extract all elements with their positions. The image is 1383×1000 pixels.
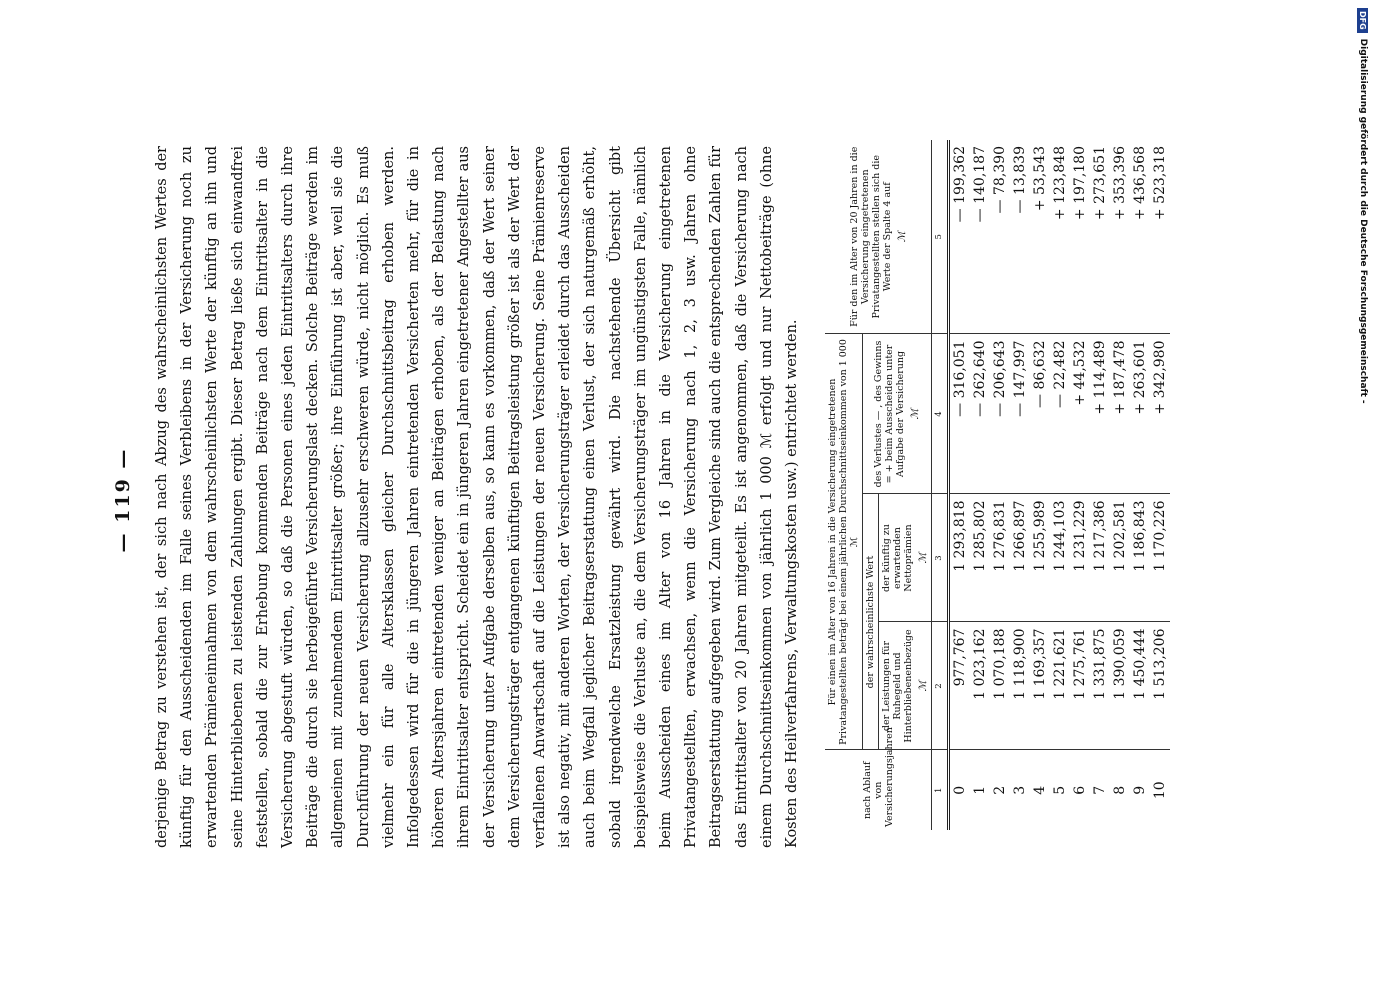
table-cell: 1 070,188 xyxy=(990,622,1010,750)
table-cell: — 140,187 xyxy=(970,140,990,334)
col-number: 4 xyxy=(932,334,949,494)
table-row xyxy=(1070,140,1090,830)
table-cell: 1 118,900 xyxy=(1010,622,1030,750)
table-row xyxy=(1050,140,1070,830)
col-header-premiums: der künftig zu erwartenden Nettoprämien ℳ xyxy=(879,494,932,622)
table-cell: 1 513,206 xyxy=(1150,622,1170,750)
table-cell: 1 390,059 xyxy=(1110,622,1130,750)
table-cell: — 316,051 xyxy=(949,334,971,494)
table-cell: 1 331,875 xyxy=(1090,622,1110,750)
col-header-years: nach Ablauf von Versicherungsjahren xyxy=(825,750,932,830)
table-cell: 1 275,761 xyxy=(1070,622,1090,750)
table-row xyxy=(1110,140,1130,830)
table-row xyxy=(990,140,1010,830)
table-row xyxy=(1030,140,1050,830)
digitization-credit: Digitalisierung gefördert durch die Deutsche Forschungsgemeinschaft - xyxy=(1358,38,1368,404)
table-cell: — 199,362 xyxy=(949,140,971,334)
col-header-benefits: der Leistungen für Ruhegeld und Hinterbliebenenbezüge ℳ xyxy=(879,622,932,750)
table-cell: — 262,640 xyxy=(970,334,990,494)
table-cell: 1 186,843 xyxy=(1130,494,1150,622)
table-cell: + 273,651 xyxy=(1090,140,1110,334)
table-cell: 1 266,897 xyxy=(1010,494,1030,622)
table-cell: 7 xyxy=(1092,785,1108,795)
table-cell: + 44,532 xyxy=(1070,334,1090,494)
table-cell: + 353,396 xyxy=(1110,140,1130,334)
table-row xyxy=(1130,140,1150,830)
body-text xyxy=(150,146,805,848)
table-cell: + 123,848 xyxy=(1050,140,1070,334)
col-number: 1 xyxy=(932,750,949,830)
table-cell: 1 293,818 xyxy=(949,494,971,622)
table-cell: 5 xyxy=(1052,785,1068,795)
table-row xyxy=(1090,140,1110,830)
table-cell: — 147,997 xyxy=(1010,334,1030,494)
table-cell: 1 285,802 xyxy=(970,494,990,622)
table-cell: — 22,482 xyxy=(1050,334,1070,494)
col-subgroup-header-wert: der wahrscheinlichste Wert xyxy=(863,494,879,750)
table-row xyxy=(970,140,990,830)
table-cell: + 114,489 xyxy=(1090,334,1110,494)
paragraph: derjenige Betrag zu verstehen ist, der sich nach Abzug des wahrscheinlichsten Wertes der künftig für den Ausscheidenden im Falle seines Verbleibens in der Versicherung noch zu erwartenden Prämieneinnahmen von dem wahrscheinlichsten Werte der künftig an ihn und seine Hinterbliebenen zu leistenden Zahlungen ergibt. Dieser Betrag ließe sich einwandfrei feststellen, sobald die zur Erhebung kommenden Beiträge nach dem Eintrittsalter in die Versicherung abgestuft würden, so daß die Personen eines jeden Eintrittsalters durch ihre Beiträge die durch sie herbeigeführte Versicherungslast decken. Solche Beiträge werden im allgemeinen mit zunehmendem Eintrittsalter größer; ihre Einführung ist aber, weil sie die Durchführung der neuen Versicherung allzusehr erschweren würde, nicht möglich. Es muß vielmehr ein für alle Altersklassen gleicher Durchschnittsbeitrag erhoben werden. Infolgedessen wird für die in jüngeren Jahren eintretenden Versicherten mehr, für die in höheren Altersjahren eintretenden weniger an Beiträgen erhoben, als der Belastung nach ihrem Eintrittsalter entspricht. Scheidet ein in jüngeren Jahren eingetretener Angestellter aus der Versicherung unter Aufgabe derselben aus, so kann es vorkommen, daß der Wert seiner dem Versicherungsträger entgangenen künftigen Beitragsleistung größer ist als der Wert der verfallenen Anwartschaft auf die Leistungen der neuen Versicherung. Seine Prämienreserve ist also negativ, mit anderen Worten, der Versicherungsträger erleidet durch das Ausscheiden auch beim Wegfall jeglicher Beitragserstattung einen Verlust, der sich naturgemäß erhöht, sobald irgendwelche Ersatzleistung gewährt wird. Die nachstehende Übersicht gibt beispielsweise die Verluste an, die dem Versicherungsträger im ungünstigsten Falle, nämlich beim Ausscheiden eines im Alter von 16 Jahren in die Versicherung eingetretenen Privatangestellten, erwachsen, wenn die Versicherung nach 1, 2, 3 usw. Jahren ohne Beitragserstattung aufgegeben wird. Zum Vergleiche sind auch die entsprechenden Zahlen für das Eintrittsalter von 20 Jahren mitgeteilt. Es ist angenommen, daß die Versicherung nach einem Durchschnittseinkommen von jährlich 1 000 ℳ erfolgt und nur Nettobeiträge (ohne Kosten des Heilverfahrens, Verwaltungskosten usw.) entrichtet werden. xyxy=(154,146,801,848)
table-cell: 1 170,226 xyxy=(1150,494,1170,622)
table-cell: 1 255,989 xyxy=(1030,494,1050,622)
table-cell: + 436,568 xyxy=(1130,140,1150,334)
col-number: 2 xyxy=(932,622,949,750)
table-cell: 3 xyxy=(1012,785,1028,795)
col-number: 3 xyxy=(932,494,949,622)
table-cell: 1 450,444 xyxy=(1130,622,1150,750)
table-cell: 1 202,581 xyxy=(1110,494,1130,622)
table-cell: 9 xyxy=(1132,785,1148,795)
col-group-header-16: Für einen im Alter von 16 Jahren in die Versicherung eingetretenen Privatangestellten beträgt bei einem jährlichen Durchschnittseinkommen von 1 000 ℳ xyxy=(825,334,863,750)
table-cell: 977,767 xyxy=(949,622,971,750)
table-cell: + 523,318 xyxy=(1150,140,1170,334)
table-cell: 1 244,103 xyxy=(1050,494,1070,622)
table-row xyxy=(1150,140,1170,830)
col-header-gain-loss: des Verlustes — , des Gewinns = + beim Ausscheiden unter Aufgabe der Versicherung ℳ xyxy=(863,334,932,494)
table-cell: 2 xyxy=(992,785,1008,795)
col-number: 5 xyxy=(932,140,949,334)
table-cell: 1 169,357 xyxy=(1030,622,1050,750)
table-cell: + 53,543 xyxy=(1030,140,1050,334)
table-cell: 1 276,831 xyxy=(990,494,1010,622)
digitization-note xyxy=(1355,8,1383,992)
table-cell: + 187,478 xyxy=(1110,334,1130,494)
table-cell: — 13,839 xyxy=(1010,140,1030,334)
table-cell: 10 xyxy=(1152,781,1168,800)
table-cell: 1 023,162 xyxy=(970,622,990,750)
table-cell: 1 217,386 xyxy=(1090,494,1110,622)
table-cell: + 263,601 xyxy=(1130,334,1150,494)
page-number: — 119 — xyxy=(112,447,134,553)
col-header-20: Für den im Alter von 20 Jahren in die Versicherung eingetretenen Privatangestellten stellen sich die Werte der Spalte 4 auf ℳ xyxy=(825,140,932,334)
table-row xyxy=(949,140,971,830)
table-cell: 8 xyxy=(1112,785,1128,795)
table-cell: 1 231,229 xyxy=(1070,494,1090,622)
table-cell: 6 xyxy=(1072,785,1088,795)
table-cell: + 197,180 xyxy=(1070,140,1090,334)
table-cell: 1 221,621 xyxy=(1050,622,1070,750)
loss-table xyxy=(825,140,1170,830)
table-cell: + 342,980 xyxy=(1150,334,1170,494)
table-cell: — 86,632 xyxy=(1030,334,1050,494)
table-cell: 0 xyxy=(952,785,968,795)
table-cell: 1 xyxy=(972,785,988,795)
table-cell: — 78,390 xyxy=(990,140,1010,334)
table-cell: 4 xyxy=(1032,785,1048,795)
table-row xyxy=(1010,140,1030,830)
dfg-logo: DFG xyxy=(1358,8,1369,33)
table-cell: — 206,643 xyxy=(990,334,1010,494)
